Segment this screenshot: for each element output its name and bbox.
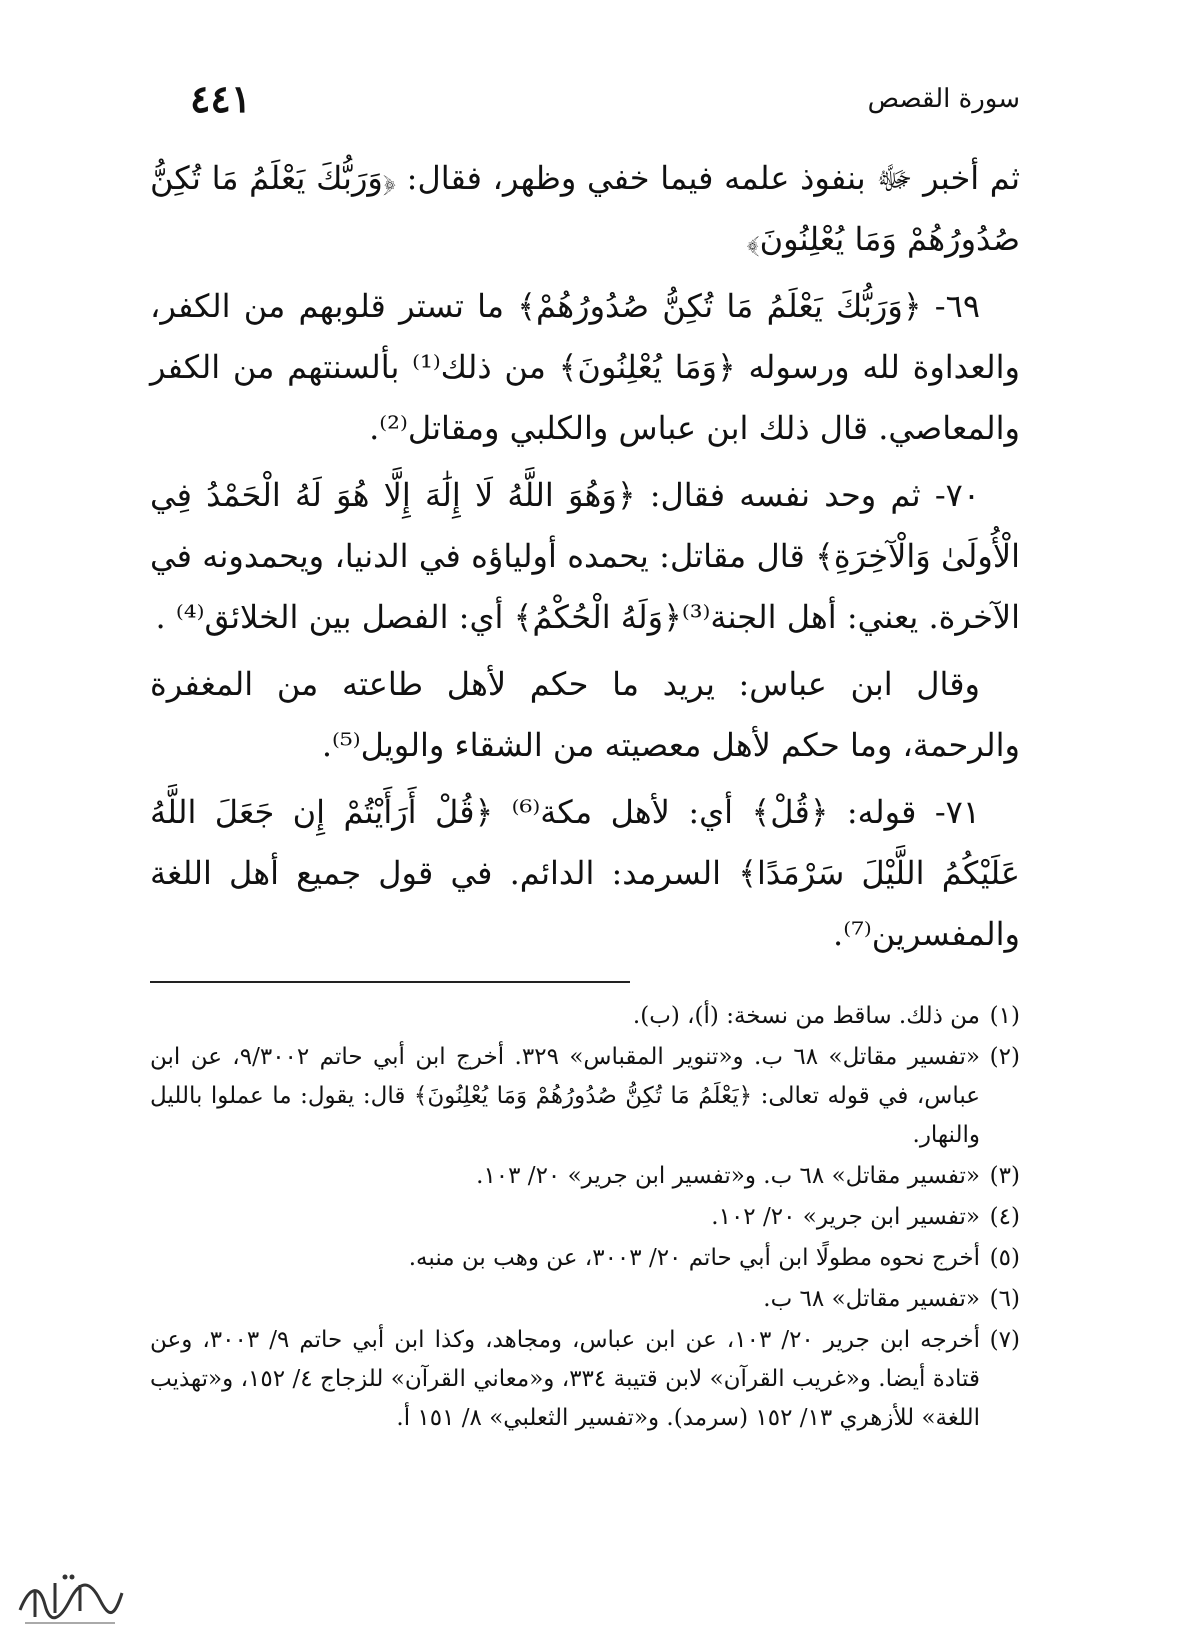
footnote-number: (١) xyxy=(989,1003,1020,1029)
footnote xyxy=(150,1198,1020,1237)
footnote xyxy=(150,1280,1020,1319)
footnote xyxy=(150,1239,1020,1278)
page-number: ٤٤١ xyxy=(190,76,252,121)
footnote-number: (٤) xyxy=(989,1204,1020,1230)
main-text xyxy=(150,148,1020,965)
footnote-text: «تفسير مقاتل» ٦٨ ب. xyxy=(763,1286,980,1312)
footnote-number: (٥) xyxy=(989,1245,1020,1271)
footnote xyxy=(150,1038,1020,1155)
surah-title: سورة القصص xyxy=(867,84,1020,114)
footnote xyxy=(150,1157,1020,1196)
footnote-number: (٧) xyxy=(989,1327,1020,1353)
footnote-number: (٢) xyxy=(989,1044,1020,1070)
footnote-number: (٣) xyxy=(989,1163,1020,1189)
paragraph: وقال ابن عباس: يريد ما حكم لأهل طاعته من المغفرة والرحمة، وما حكم لأهل معصيته من الشقاء والويل⁽⁵⁾. xyxy=(150,665,1020,764)
footnote-text: «تفسير ابن جرير» ٢٠/ ١٠٢. xyxy=(711,1204,980,1230)
footnotes xyxy=(150,997,1020,1438)
paragraph: ثم أخبر ﷻ بنفوذ علمه فيما خفي وظهر، فقال: ﴿وَرَبُّكَ يَعْلَمُ مَا تُكِنُّ صُدُورُهُمْ وَمَا يُعْلِنُونَ﴾ xyxy=(150,159,1020,258)
paragraph: ٦٩- ﴿وَرَبُّكَ يَعْلَمُ مَا تُكِنُّ صُدُورُهُمْ﴾ ما تستر قلوبهم من الكفر، والعداوة لله ورسوله ﴿وَمَا يُعْلِنُونَ﴾ من ذلك⁽¹⁾ بألسنتهم من الكفر والمعاصي. قال ذلك ابن عباس والكلبي ومقاتل⁽²⁾. xyxy=(150,287,1021,447)
footnote-separator xyxy=(150,981,630,983)
footnote xyxy=(150,997,1020,1036)
footnote-text: «تفسير مقاتل» ٦٨ ب. و«تفسير ابن جرير» ٢٠/ ١٠٣. xyxy=(476,1163,980,1189)
publisher-logo xyxy=(10,1555,130,1635)
footnote xyxy=(150,1321,1020,1438)
footnote-text: أخرجه ابن جرير ٢٠/ ١٠٣، عن ابن عباس، ومجاهد، وكذا ابن أبي حاتم ٩/ ٣٠٠٣، وعن قتادة أيضا. و«غريب القرآن» لابن قتيبة ٣٣٤، و«معاني القرآن» للزجاج ٤/ ١٥٢، و«تهذيب اللغة» للأزهري ١٣/ ١٥٢ (سرمد). و«تفسير الثعلبي» ٨/ ١٥١ أ. xyxy=(150,1327,980,1431)
footnote-text: أخرج نحوه مطولًا ابن أبي حاتم ٢٠/ ٣٠٠٣، عن وهب بن منبه. xyxy=(408,1245,980,1271)
footnote-text: من ذلك. ساقط من نسخة: (أ)، (ب). xyxy=(632,1003,980,1029)
footnote-text: «تفسير مقاتل» ٦٨ ب. و«تنوير المقباس» ٣٢٩. أخرج ابن أبي حاتم ٩/٣٠٠٢، عن ابن عباس، في قوله تعالى: ﴿يَعْلَمُ مَا تُكِنُّ صُدُورُهُمْ وَمَا يُعْلِنُونَ﴾ قال: يقول: ما عملوا بالليل والنهار. xyxy=(150,1044,980,1148)
footnote-number: (٦) xyxy=(989,1286,1020,1312)
document-page xyxy=(150,70,1020,1440)
paragraph: ٧٠- ثم وحد نفسه فقال: ﴿وَهُوَ اللَّهُ لَا إِلَٰهَ إِلَّا هُوَ لَهُ الْحَمْدُ فِي الْأُولَىٰ وَالْآخِرَةِ﴾ قال مقاتل: يحمده أولياؤه في الدنيا، ويحمدونه في الآخرة. يعني: أهل الجنة⁽³⁾﴿وَلَهُ الْحُكْمُ﴾ أي: الفصل بين الخلائق⁽⁴⁾ . xyxy=(150,476,1020,636)
paragraph: ٧١- قوله: ﴿قُلْ﴾ أي: لأهل مكة⁽⁶⁾ ﴿قُلْ أَرَأَيْتُمْ إِن جَعَلَ اللَّهُ عَلَيْكُمُ اللَّيْلَ سَرْمَدًا﴾ السرمد: الدائم. في قول جميع أهل اللغة والمفسرين⁽⁷⁾. xyxy=(150,793,1020,953)
page-header xyxy=(150,70,1020,130)
